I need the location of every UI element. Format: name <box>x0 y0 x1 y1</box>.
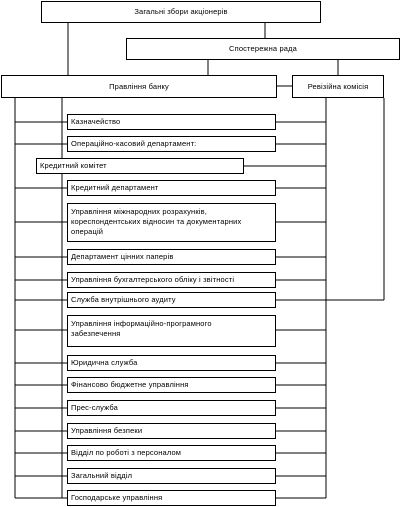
unit-financial-budget: Фінансово бюджетне управління <box>67 377 276 393</box>
unit-cash-operations: Операційно-касовий департамент: <box>67 136 276 152</box>
unit-security: Управління безпеки <box>67 423 276 439</box>
unit-treasury: Казначейство <box>67 114 276 130</box>
unit-credit-department: Кредитний департамент <box>67 180 276 196</box>
unit-credit-committee: Кредитний комітет <box>36 158 244 174</box>
supervisory-board-box <box>126 38 400 60</box>
audit-commission-label: Ревізійна комісія <box>307 81 369 91</box>
unit-general-department: Загальний відділ <box>67 468 276 484</box>
unit-hr: Відділ по роботі з персоналом <box>67 445 276 461</box>
unit-press-service: Прес-служба <box>67 400 276 416</box>
bank-board-box <box>1 75 277 98</box>
unit-securities-department: Департамент цінних паперів <box>67 249 276 265</box>
shareholders-meeting-box <box>41 1 321 23</box>
unit-legal: Юридична служба <box>67 355 276 371</box>
audit-commission-box <box>292 75 384 98</box>
shareholders-meeting-label: Загальні збори акціонерів <box>134 7 228 16</box>
unit-economic-management: Господарське управління <box>67 490 276 506</box>
unit-international-settlements: Управління міжнародних розрахунків, кореспондентських відносин та документарних операцій <box>67 203 276 242</box>
unit-it-support: Управління інформаційно-програмного забезпечення <box>67 315 276 347</box>
unit-accounting: Управління бухгалтерського обліку і звітності <box>67 272 276 288</box>
bank-board-label: Правління банку <box>109 81 169 91</box>
supervisory-board-label: Спостережна рада <box>229 44 297 53</box>
unit-internal-audit: Служба внутрішнього аудиту <box>67 292 276 308</box>
